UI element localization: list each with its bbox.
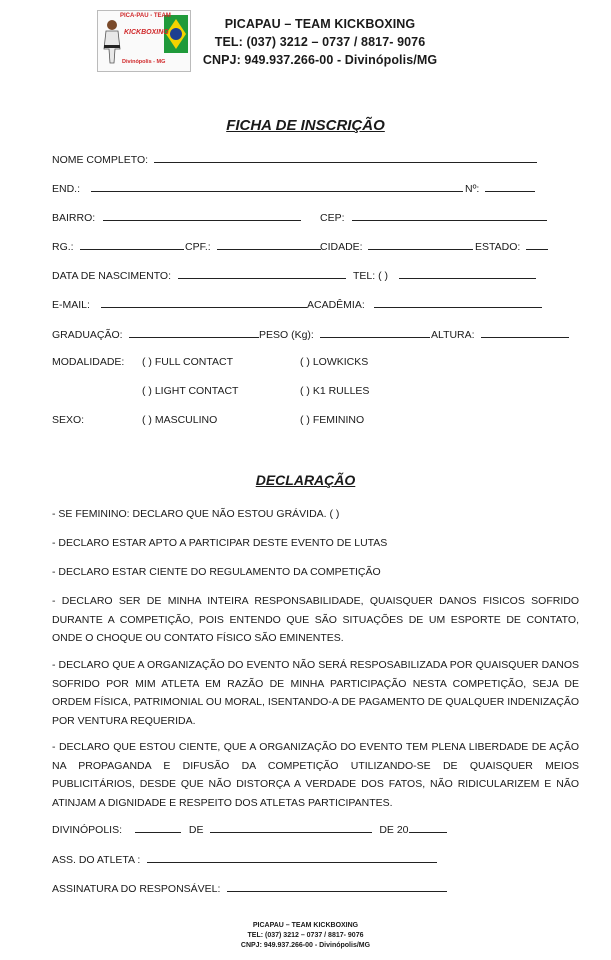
field-tel[interactable] xyxy=(353,268,536,282)
option-k1-rulles[interactable]: ( ) K1 RULLES xyxy=(300,385,370,397)
field-numero[interactable] xyxy=(465,181,535,195)
field-estado[interactable] xyxy=(475,239,548,253)
estado-label: ESTADO: xyxy=(475,241,521,253)
ass-responsavel-line[interactable] xyxy=(227,881,447,892)
peso-label: PESO (Kg): xyxy=(259,329,314,341)
field-bairro[interactable] xyxy=(52,210,301,224)
declaration-item: - SE FEMININO: DECLARO QUE NÃO ESTOU GRÁVIDA. ( ) xyxy=(52,508,340,520)
ass-atleta-label: ASS. DO ATLETA : xyxy=(52,854,141,866)
field-ass-atleta[interactable] xyxy=(52,852,437,866)
option-masculino[interactable]: ( ) MASCULINO xyxy=(142,414,218,426)
altura-label: ALTURA: xyxy=(431,329,475,341)
cpf-line[interactable] xyxy=(217,239,321,250)
cep-label: CEP: xyxy=(320,212,345,224)
declaration-item: - DECLARO SER DE MINHA INTEIRA RESPONSABILIDADE, QUAISQUER DANOS FISICOS SOFRIDO DURANTE A COMPETIÇÃO, POIS ENTENDO QUE SÃO SITUAÇÕES DE UM ESPORTE DE CONTATO, ONDE O CHOQUE OU CONTATO FÍSICO SÃO EMINENTES. xyxy=(52,595,579,644)
date-year-line[interactable] xyxy=(409,822,447,833)
date-year-label: DE 20 xyxy=(379,824,409,836)
date-field[interactable] xyxy=(52,822,447,836)
option-full-contact[interactable]: ( ) FULL CONTACT xyxy=(142,356,233,368)
bairro-line[interactable] xyxy=(103,210,301,221)
date-month-line[interactable] xyxy=(210,822,372,833)
bairro-label: BAIRRO: xyxy=(52,212,96,224)
field-academia[interactable] xyxy=(307,297,542,311)
team-logo xyxy=(97,10,191,72)
field-nome[interactable] xyxy=(52,152,537,166)
declaration-item: - DECLARO QUE A ORGANIZAÇÃO DO EVENTO NÃO SERÁ RESPOSABILIZADA POR QUAISQUER DANOS SOFRIDO POR MIM ATLETA EM RAZÃO DE MINHA PARTICIPAÇÃO NESTA COMPETIÇÃO, SEJA DE ORDEM FÍSICA, PATRIMONIAL OU MORAL, ISENTANDO-A DE PAGAMENTO DE QUALQUER INDENIZAÇÃO POR VENTURA REQUERIDA. xyxy=(52,659,579,727)
nascimento-label: DATA DE NASCIMENTO: xyxy=(52,270,172,282)
declaration-item: - DECLARO ESTAR APTO A PARTICIPAR DESTE EVENTO DE LUTAS xyxy=(52,537,388,549)
rg-label: RG.: xyxy=(52,241,74,253)
email-label: E-MAIL: xyxy=(52,299,90,311)
date-day-line[interactable] xyxy=(135,822,181,833)
tel-label: TEL: ( ) xyxy=(353,270,389,282)
field-cep[interactable] xyxy=(320,210,547,224)
modalidade-label: MODALIDADE: xyxy=(52,356,125,368)
date-city-label: DIVINÓPOLIS: xyxy=(52,824,123,836)
field-endereco[interactable] xyxy=(52,181,463,195)
field-email[interactable] xyxy=(52,297,307,311)
field-graduacao[interactable] xyxy=(52,327,259,341)
numero-label: Nº: xyxy=(465,183,480,195)
cidade-label: CIDADE: xyxy=(320,241,363,253)
nome-line[interactable] xyxy=(154,152,537,163)
cidade-line[interactable] xyxy=(368,239,473,250)
ass-atleta-line[interactable] xyxy=(147,852,437,863)
option-lowkicks[interactable]: ( ) LOWKICKS xyxy=(300,356,369,368)
rg-line[interactable] xyxy=(80,239,184,250)
header-org-name: PICAPAU – TEAM KICKBOXING xyxy=(224,17,416,31)
footer-cnpj: CNPJ: 949.937.266-00 - Divinópolis/MG xyxy=(240,942,371,949)
footer-phone: TEL: (037) 3212 – 0737 / 8817- 9076 xyxy=(247,932,364,939)
cep-line[interactable] xyxy=(352,210,547,221)
form-title: FICHA DE INSCRIÇÃO xyxy=(226,117,385,134)
field-ass-responsavel[interactable] xyxy=(52,881,447,895)
logo-text-city: Divinópolis - MG xyxy=(122,59,166,65)
declaration-title: DECLARAÇÃO xyxy=(255,472,356,488)
header-cnpj: CNPJ: 949.937.266-00 - Divinópolis/MG xyxy=(202,53,438,67)
estado-line[interactable] xyxy=(526,239,548,250)
email-line[interactable] xyxy=(101,297,307,308)
declaration-item: - DECLARO QUE ESTOU CIENTE, QUE A ORGANIZAÇÃO DO EVENTO TEM PLENA LIBERDADE DE AÇÃO NA PROPAGANDA E DIFUSÃO DA COMPETIÇÃO UTILIZANDO-SE DE QUAISQUER MEIOS PUBLICITÁRIOS, DESDE QUE NÃO DISTORÇA A VERDADE DOS FATOS, NÃO RIDICULARIZEM E NÃO ATINJAM A DIGNIDADE E RESPEITO DOS ATLETAS PARTICIPANTES. xyxy=(52,741,579,809)
footer-org-name: PICAPAU – TEAM KICKBOXING xyxy=(252,922,359,929)
endereco-line[interactable] xyxy=(91,181,463,192)
field-peso[interactable] xyxy=(259,327,430,341)
graduacao-label: GRADUAÇÃO: xyxy=(52,329,123,341)
academia-line[interactable] xyxy=(374,297,542,308)
graduacao-line[interactable] xyxy=(129,327,259,338)
cpf-label: CPF.: xyxy=(185,241,211,253)
field-cpf[interactable] xyxy=(185,239,321,253)
field-cidade[interactable] xyxy=(320,239,473,253)
peso-line[interactable] xyxy=(320,327,430,338)
logo-text-top: PICA-PAU - TEAM xyxy=(120,13,171,19)
field-rg[interactable] xyxy=(52,239,184,253)
nome-label: NOME COMPLETO: xyxy=(52,154,149,166)
numero-line[interactable] xyxy=(485,181,535,192)
option-light-contact[interactable]: ( ) LIGHT CONTACT xyxy=(142,385,239,397)
nascimento-line[interactable] xyxy=(178,268,346,279)
sexo-label: SEXO: xyxy=(52,414,85,426)
endereco-label: END.: xyxy=(52,183,81,195)
tel-line[interactable] xyxy=(399,268,536,279)
ass-responsavel-label: ASSINATURA DO RESPONSÁVEL: xyxy=(52,883,221,895)
declaration-item: - DECLARO ESTAR CIENTE DO REGULAMENTO DA COMPETIÇÃO xyxy=(52,566,381,578)
field-altura[interactable] xyxy=(431,327,569,341)
field-nascimento[interactable] xyxy=(52,268,346,282)
academia-label: ACADÊMIA: xyxy=(307,299,365,311)
altura-line[interactable] xyxy=(481,327,569,338)
header-phone: TEL: (037) 3212 – 0737 / 8817- 9076 xyxy=(214,35,426,49)
date-de-label: DE xyxy=(188,824,204,836)
logo-text-kickboxing: KICKBOXING xyxy=(124,29,169,36)
option-feminino[interactable]: ( ) FEMININO xyxy=(300,414,365,426)
